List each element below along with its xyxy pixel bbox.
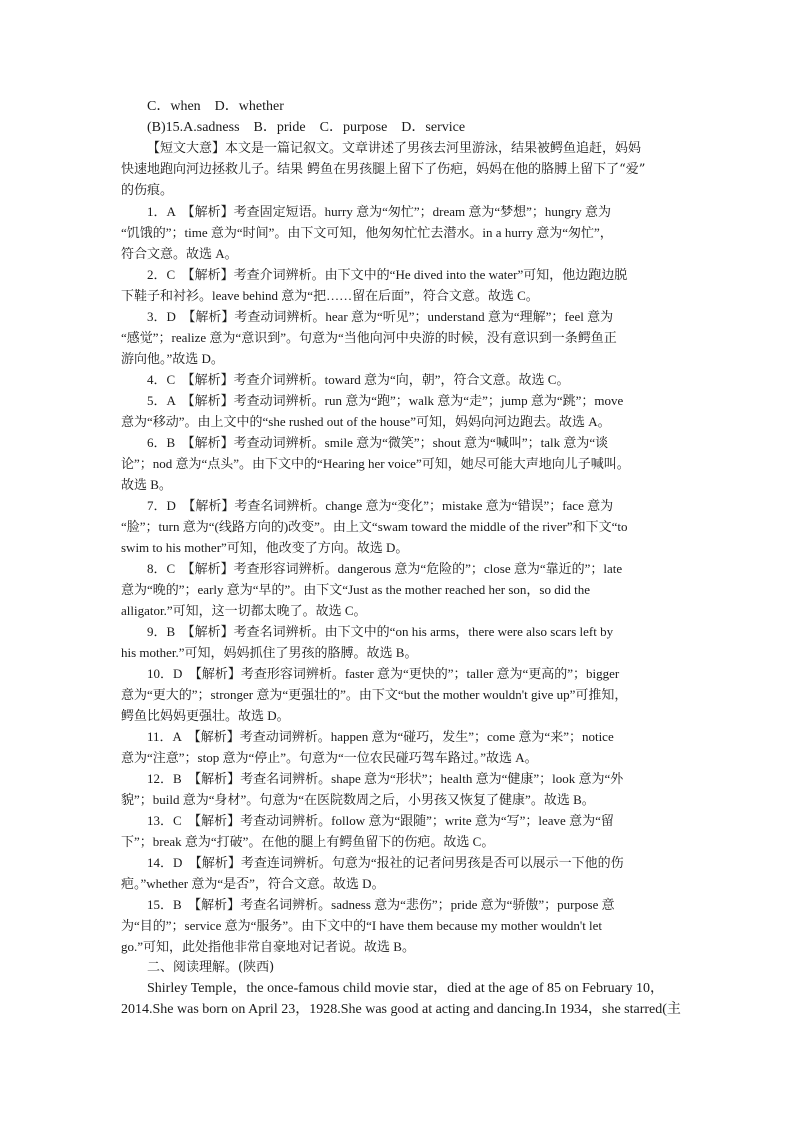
explanation-10: 10．D 【解析】考查形容词辨析。faster 意为“更快的”；taller 意为“更高的”；bigger 意为“更大的”；stronger 意为“更强壮的”。由下文“but the mother wouldn't give up”可推知， 鳄鱼比妈妈更强壮。故选 D。 xyxy=(121,666,628,723)
explanation-12: 12．B 【解析】考查名词辨析。shape 意为“形状”；health 意为“健康”；look 意为“外 貌”；build 意为“身材”。句意为“在医院数周之后，小男孩又恢复了健康”。故选 B。 xyxy=(121,771,624,807)
explanation-13: 13．C 【解析】考查动词辨析。follow 意为“跟随”；write 意为“写”；leave 意为“留 下”；break 意为“打破”。在他的腿上有鳄鱼留下的伤疤。故选 C。 xyxy=(121,813,614,849)
explanation-4: 4．C 【解析】考查介词辨析。toward 意为“向，朝”，符合文意。故选 C。 xyxy=(147,372,570,387)
explanation-1: 1．A 【解析】考查固定短语。hurry 意为“匆忙”；dream 意为“梦想”；hungry 意为 “饥饿的”；time 意为“时间”。由下文可知，他匆匆忙忙去潜水。in a hurry 意为“匆忙”， 符合文意。故选 A。 xyxy=(121,204,613,261)
summary-line: 快速地跑向河边拯救儿子。结果 鳄鱼在男孩腿上留下了伤疤，妈妈在他的胳膊上留下了“爱” xyxy=(121,162,646,177)
explanation-8: 8．C 【解析】考查形容词辨析。dangerous 意为“危险的”；close 意为“靠近的”；late 意为“晚的”；early 意为“早的”。由下文“Just as the mother reached her son，so did the alligator.”可知，这一切都太晚了。故选 C。 xyxy=(121,561,623,618)
question-15-options: (B)15.A.sadness B．pride C．purpose D．service xyxy=(147,120,466,135)
document-page xyxy=(121,96,681,1020)
explanation-14: 14．D 【解析】考查连词辨析。句意为“报社的记者问男孩是否可以展示一下他的伤 疤。”whether 意为“是否”，符合文意。故选 D。 xyxy=(121,855,624,891)
explanation-11: 11．A 【解析】考查动词辨析。happen 意为“碰巧，发生”；come 意为“来”；notice 意为“注意”；stop 意为“停止”。句意为“一位农民碰巧驾车路过。”故选 A。 xyxy=(121,729,614,765)
explanation-3: 3．D 【解析】考查动词辨析。hear 意为“听见”；understand 意为“理解”；feel 意为 “感觉”；realize 意为“意识到”。句意为“当他向河中央游的时候，没有意识到一条鳄鱼正 游向他。”故选 D。 xyxy=(121,309,617,366)
passage-line: Shirley Temple，the once-famous child movie star，died at the age of 85 on February 10， xyxy=(147,981,665,996)
summary-line: 【短文大意】本文是一篇记叙文。文章讲述了男孩去河里游泳，结果被鳄鱼追赶，妈妈 xyxy=(147,141,642,156)
summary-line: 的伤痕。 xyxy=(121,183,174,198)
passage-line: 2014.She was born on April 23，1928.She was good at acting and dancing.In 1934，she starred(主 xyxy=(121,1002,681,1017)
explanation-2: 2．C 【解析】考查介词辨析。由下文中的“He dived into the water”可知，他边跑边脱 下鞋子和衬衫。leave behind 意为“把……留在后面”，符合文意。故选 C。 xyxy=(121,267,628,303)
explanation-9: 9．B 【解析】考查名词辨析。由下文中的“on his arms，there were also scars left by his mother.”可知，妈妈抓住了男孩的胳膊。故选 B。 xyxy=(121,624,614,660)
explanation-6: 6．B 【解析】考查动词辨析。smile 意为“微笑”；shout 意为“喊叫”；talk 意为“谈 论”；nod 意为“点头”。由下文中的“Hearing her voice”可知，她尽可能大声地向儿子喊叫。 故选 B。 xyxy=(121,435,630,492)
explanation-5: 5．A 【解析】考查动词辨析。run 意为“跑”；walk 意为“走”；jump 意为“跳”；move 意为“移动”。由上文中的“she rushed out of the house”可知，妈妈向河边跑去。故选 A。 xyxy=(121,393,624,429)
options-line: C．when D．whether xyxy=(147,99,284,114)
explanation-15: 15．B 【解析】考查名词辨析。sadness 意为“悲伤”；pride 意为“骄傲”；purpose 意 为“目的”；service 意为“服务”。由下文中的“I have them because my mother wouldn't let go.”可知，此处指他非常自豪地对记者说。故选 B。 xyxy=(121,897,615,954)
section-heading: 二、阅读理解。(陕西) xyxy=(147,960,275,975)
explanation-7: 7．D 【解析】考查名词辨析。change 意为“变化”；mistake 意为“错误”；face 意为 “脸”；turn 意为“(线路方向的)改变”。由上文“swam toward the middle of the river”和下文“to swim to his mother”可知，他改变了方向。故选 D。 xyxy=(121,498,628,555)
